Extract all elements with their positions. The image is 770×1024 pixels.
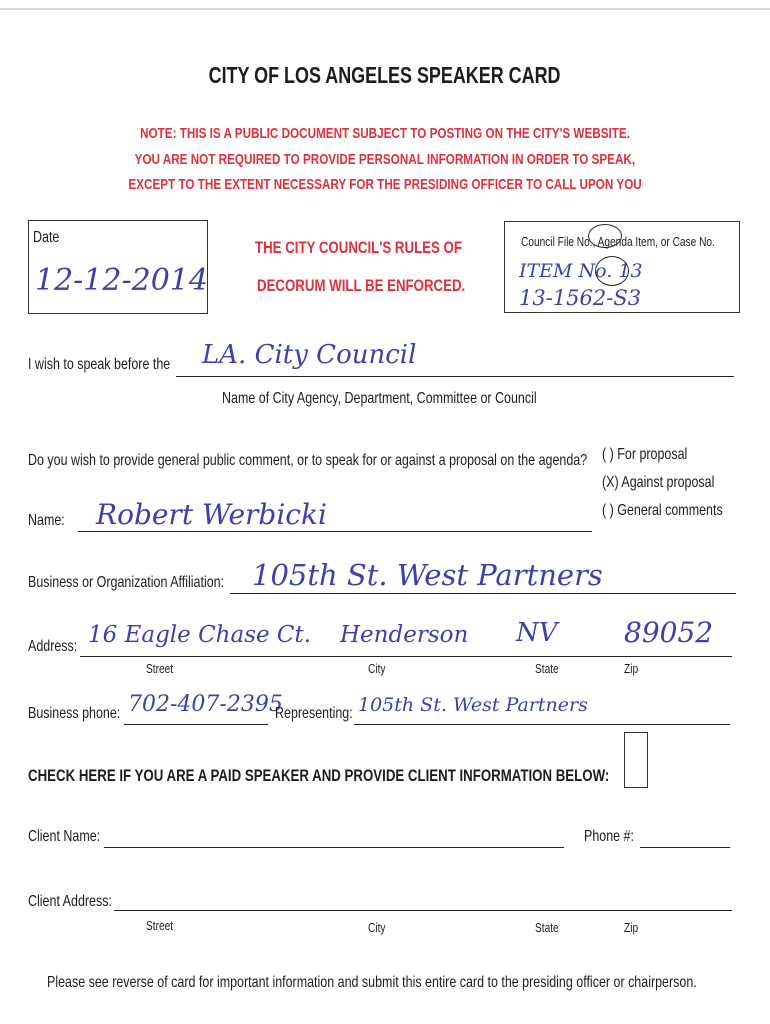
council-file-label: Council File No., Agenda Item, or Case No.: [521, 234, 715, 249]
speak-before-caption: Name of City Agency, Department, Committee or Council: [222, 390, 537, 407]
paid-speaker-checkbox[interactable]: [624, 732, 648, 788]
representing-label: Representing:: [275, 705, 353, 722]
note-line-3: EXCEPT TO THE EXTENT NECESSARY FOR THE PRESIDING OFFICER TO CALL UPON YOU: [128, 176, 642, 193]
affiliation-value[interactable]: 105th St. West Partners: [252, 558, 603, 592]
name-value[interactable]: Robert Werbicki: [96, 498, 327, 531]
client-name-line: [104, 847, 564, 848]
address-label: Address:: [28, 638, 78, 655]
speak-before-value[interactable]: LA. City Council: [202, 340, 417, 370]
card-title: CITY OF LOS ANGELES SPEAKER CARD: [209, 62, 561, 88]
client-phone-line: [640, 847, 730, 848]
client-name-label: Client Name:: [28, 828, 101, 845]
item-number-circle: [588, 224, 622, 248]
footer-instruction: Please see reverse of card for important information and submit this entire card to the presiding officer or chairperson.: [47, 974, 697, 991]
address-city-caption: City: [368, 661, 386, 676]
date-label: Date: [33, 229, 60, 246]
date-value[interactable]: 12-12-2014: [35, 263, 208, 298]
client-phone-label: Phone #:: [584, 828, 634, 845]
client-address-line: [114, 910, 732, 911]
client-city-caption: City: [368, 920, 386, 935]
council-file-number[interactable]: 13-1562-S3: [519, 286, 642, 310]
address-state-caption: State: [535, 661, 559, 676]
speak-before-line: [176, 376, 734, 377]
note-line-1: NOTE: THIS IS A PUBLIC DOCUMENT SUBJECT TO POSTING ON THE CITY'S WEBSITE.: [140, 125, 630, 142]
address-zip-value[interactable]: 89052: [624, 616, 714, 649]
speak-before-label: I wish to speak before the: [28, 356, 171, 373]
client-address-label: Client Address:: [28, 893, 112, 910]
paid-speaker-instruction: CHECK HERE IF YOU ARE A PAID SPEAKER AND PROVIDE CLIENT INFORMATION BELOW:: [28, 766, 610, 785]
address-line: [80, 656, 732, 657]
phone-line: [124, 724, 268, 725]
address-street-value[interactable]: 16 Eagle Chase Ct.: [88, 622, 312, 648]
address-state-value[interactable]: NV: [516, 618, 558, 648]
option-for-proposal[interactable]: ( ) For proposal: [602, 446, 688, 463]
address-street-caption: Street: [146, 661, 174, 676]
address-zip-caption: Zip: [624, 661, 639, 676]
date-box: [28, 220, 208, 314]
representing-line: [354, 724, 730, 725]
representing-value[interactable]: 105th St. West Partners: [358, 694, 588, 716]
item-13-circle: [595, 256, 629, 286]
council-file-item[interactable]: ITEM No. 13: [519, 260, 643, 282]
option-against-proposal[interactable]: (X) Against proposal: [602, 474, 715, 491]
client-street-caption: Street: [146, 918, 174, 933]
address-city-value[interactable]: Henderson: [340, 622, 469, 648]
client-zip-caption: Zip: [624, 920, 639, 935]
client-state-caption: State: [535, 920, 559, 935]
option-general-comments[interactable]: ( ) General comments: [602, 502, 723, 519]
comment-question: Do you wish to provide general public comment, or to speak for or against a proposal on the agenda?: [28, 452, 588, 469]
name-label: Name:: [28, 512, 65, 529]
name-line: [78, 531, 592, 532]
decorum-line-1: THE CITY COUNCIL'S RULES OF: [255, 238, 462, 257]
decorum-line-2: DECORUM WILL BE ENFORCED.: [257, 276, 466, 295]
phone-value[interactable]: 702-407-2395: [128, 692, 283, 717]
phone-label: Business phone:: [28, 705, 121, 722]
scan-top-edge: [0, 8, 770, 10]
note-line-2: YOU ARE NOT REQUIRED TO PROVIDE PERSONAL INFORMATION IN ORDER TO SPEAK,: [134, 151, 636, 168]
affiliation-line: [230, 593, 736, 594]
affiliation-label: Business or Organization Affiliation:: [28, 574, 225, 591]
